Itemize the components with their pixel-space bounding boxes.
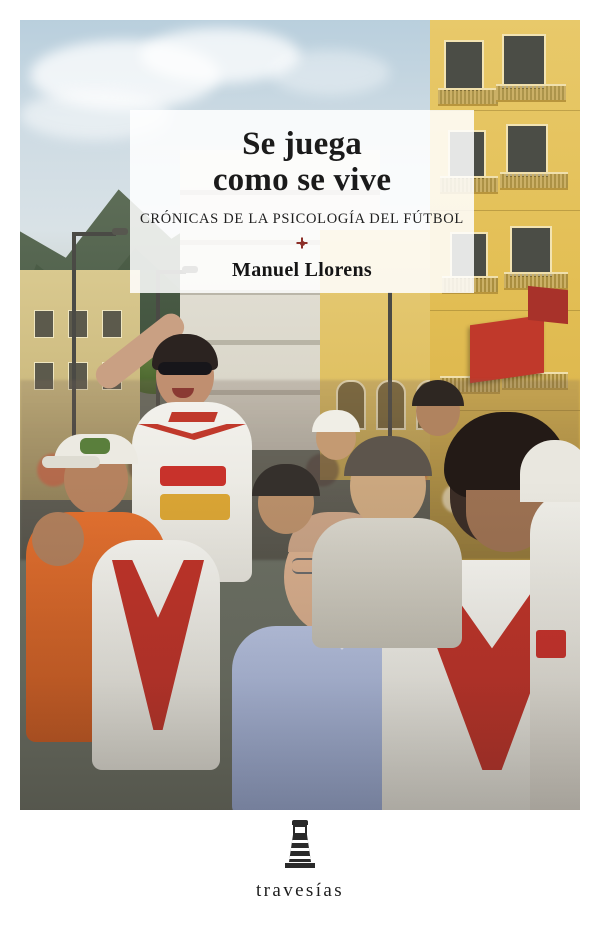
book-title — [130, 126, 474, 198]
red-flag — [470, 315, 544, 383]
sunglasses — [158, 362, 212, 375]
jersey-sponsor — [160, 466, 226, 486]
book-author: Manuel Llorens — [232, 259, 372, 281]
red-flag — [528, 286, 568, 324]
cloud — [270, 50, 390, 95]
cap-logo — [80, 438, 110, 454]
book-subtitle: CRÓNICAS DE LA PSICOLOGÍA DEL FÚTBOL — [140, 211, 464, 227]
lighthouse-icon — [283, 820, 317, 872]
title-line-2: como se vive — [212, 162, 392, 198]
jersey-stripe — [168, 412, 218, 422]
person-head — [32, 512, 84, 566]
person-grey-shirt — [312, 518, 462, 648]
publisher-name: travesías — [255, 880, 345, 901]
publisher-imprint — [0, 820, 600, 902]
ornament-icon — [296, 237, 308, 249]
jersey-sponsor — [160, 494, 230, 520]
cap — [520, 440, 580, 502]
title-panel — [130, 110, 474, 293]
title-line-1: Se juega — [242, 126, 362, 162]
cap-brim — [42, 456, 100, 468]
jersey-sponsor — [536, 630, 566, 658]
